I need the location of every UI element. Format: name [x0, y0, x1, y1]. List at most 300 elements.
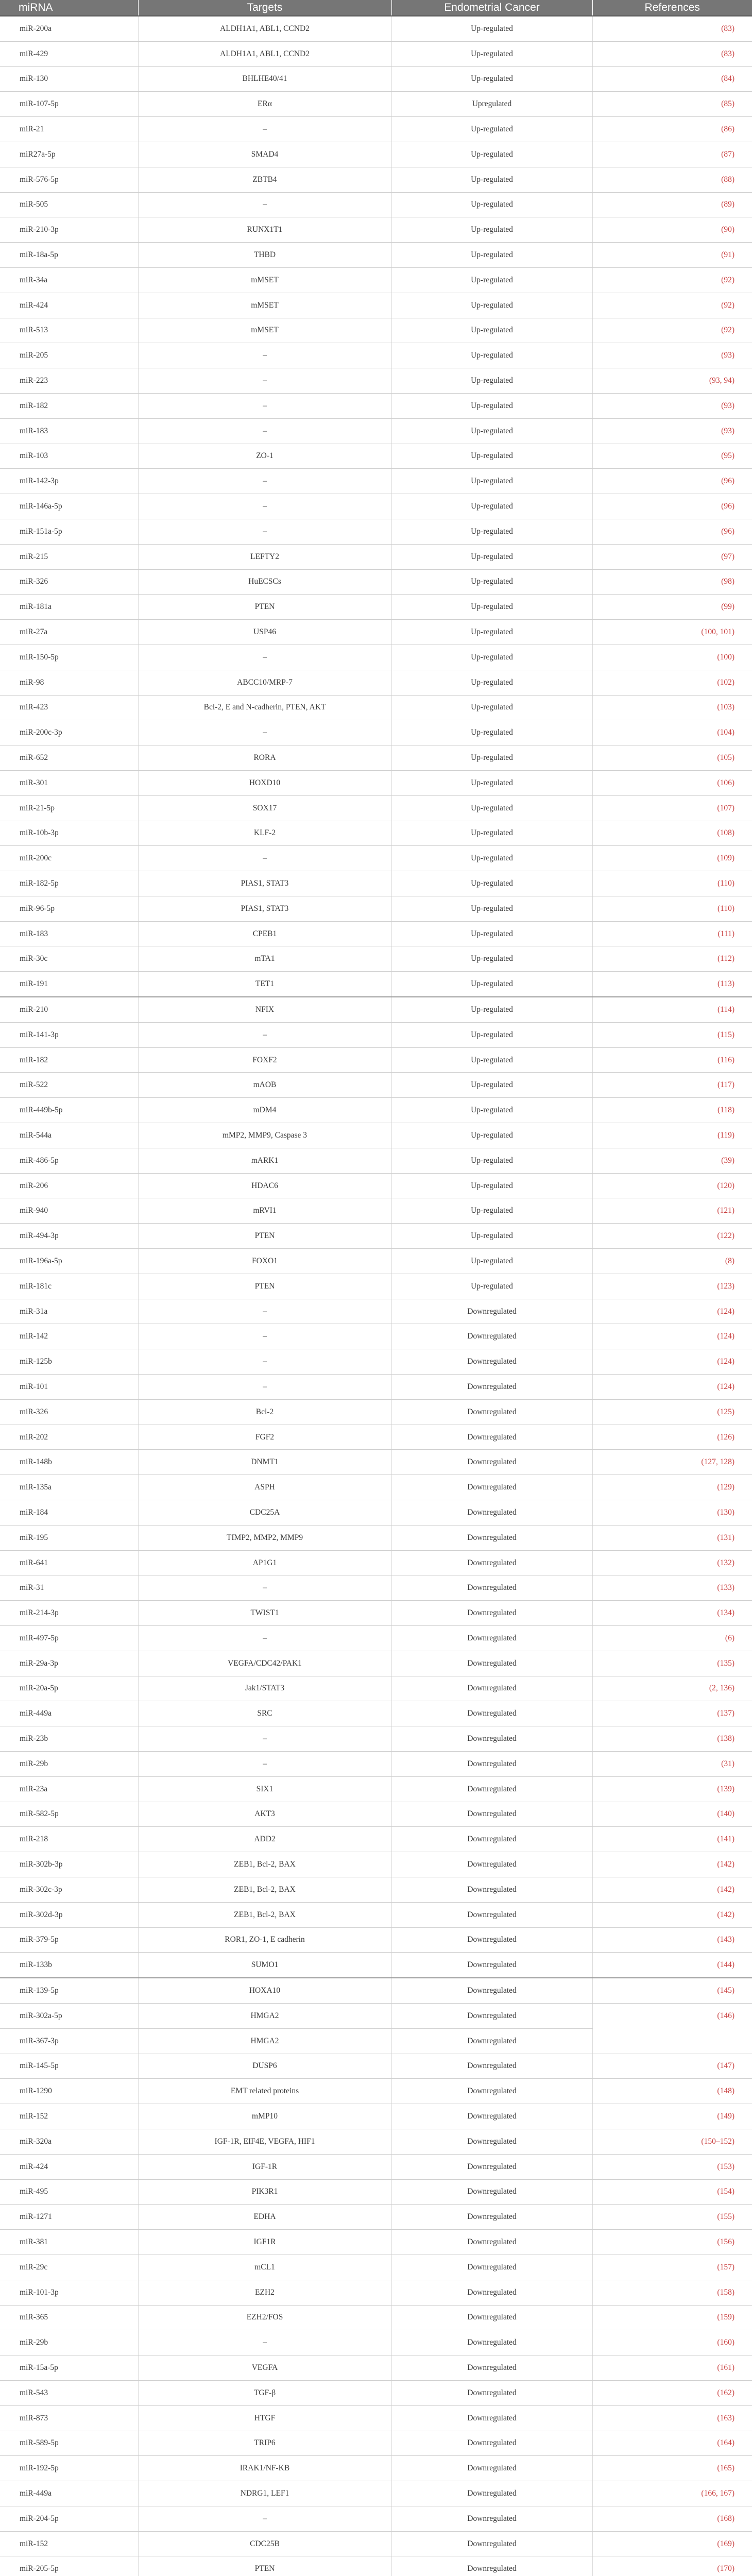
mirna-cell: miR-495 — [0, 2179, 138, 2205]
reference-cell[interactable]: (104) — [592, 720, 752, 745]
cancer-status-cell: Up-regulated — [391, 444, 592, 469]
targets-cell: – — [138, 1575, 391, 1601]
table-row — [0, 1953, 752, 1978]
table-row — [0, 2355, 752, 2381]
targets-cell: – — [138, 494, 391, 519]
table-row — [0, 41, 752, 66]
table-row — [0, 2255, 752, 2280]
mirna-cell: miR-125b — [0, 1349, 138, 1375]
mirna-cell: miR-182-5p — [0, 871, 138, 896]
targets-cell: PIK3R1 — [138, 2179, 391, 2205]
reference-cell[interactable]: (138) — [592, 1726, 752, 1752]
table-row — [0, 2431, 752, 2456]
reference-cell[interactable]: (93) — [592, 393, 752, 418]
cancer-status-cell: Downregulated — [391, 1827, 592, 1852]
mirna-cell: miR-183 — [0, 418, 138, 444]
targets-cell: ZO-1 — [138, 444, 391, 469]
cancer-status-cell: Up-regulated — [391, 167, 592, 192]
reference-cell[interactable]: (145) — [592, 1978, 752, 2003]
reference-cell[interactable]: (156) — [592, 2230, 752, 2255]
reference-cell[interactable]: (116) — [592, 1047, 752, 1073]
targets-cell: IRAK1/NF-KB — [138, 2456, 391, 2481]
reference-cell[interactable]: (103) — [592, 695, 752, 720]
mirna-cell: miR-30c — [0, 946, 138, 972]
reference-cell[interactable]: (124) — [592, 1299, 752, 1324]
cancer-status-cell: Downregulated — [391, 1425, 592, 1450]
cancer-status-cell: Up-regulated — [391, 41, 592, 66]
reference-cell[interactable]: (143) — [592, 1927, 752, 1953]
cancer-status-cell: Up-regulated — [391, 821, 592, 846]
reference-cell[interactable]: (142) — [592, 1902, 752, 1927]
reference-cell[interactable]: (2, 136) — [592, 1676, 752, 1701]
cancer-status-cell: Downregulated — [391, 2305, 592, 2330]
targets-cell: mDM4 — [138, 1098, 391, 1123]
reference-cell[interactable]: (107) — [592, 795, 752, 821]
cancer-status-cell: Downregulated — [391, 1450, 592, 1475]
cancer-status-cell: Downregulated — [391, 2531, 592, 2556]
cancer-status-cell: Up-regulated — [391, 745, 592, 771]
reference-cell[interactable]: (139) — [592, 1776, 752, 1802]
targets-cell: HMGA2 — [138, 2028, 391, 2054]
reference-cell[interactable]: (118) — [592, 1098, 752, 1123]
table-row — [0, 469, 752, 494]
mirna-cell: miR-135a — [0, 1475, 138, 1500]
reference-cell[interactable]: (142) — [592, 1852, 752, 1877]
table-row — [0, 393, 752, 418]
targets-cell: – — [138, 343, 391, 368]
reference-cell[interactable]: (149) — [592, 2104, 752, 2129]
reference-cell[interactable]: (6) — [592, 1626, 752, 1651]
reference-cell[interactable]: (102) — [592, 670, 752, 695]
cancer-status-cell: Up-regulated — [391, 896, 592, 921]
reference-cell[interactable]: (141) — [592, 1827, 752, 1852]
table-row — [0, 1475, 752, 1500]
targets-cell: – — [138, 418, 391, 444]
cancer-status-cell: Downregulated — [391, 2506, 592, 2531]
reference-cell[interactable]: (92) — [592, 293, 752, 318]
reference-cell[interactable]: (168) — [592, 2506, 752, 2531]
targets-cell: AKT3 — [138, 1802, 391, 1827]
table-row — [0, 243, 752, 268]
mirna-cell: miR-31a — [0, 1299, 138, 1324]
table-row — [0, 2531, 752, 2556]
reference-cell[interactable]: (110) — [592, 871, 752, 896]
cancer-status-cell: Up-regulated — [391, 1073, 592, 1098]
table-row — [0, 896, 752, 921]
table-row — [0, 1324, 752, 1349]
reference-cell[interactable]: (39) — [592, 1148, 752, 1173]
table-row — [0, 1249, 752, 1274]
cancer-status-cell: Downregulated — [391, 2255, 592, 2280]
reference-cell[interactable]: (147) — [592, 2054, 752, 2079]
table-row — [0, 1425, 752, 1450]
reference-cell[interactable]: (169) — [592, 2531, 752, 2556]
table-row — [0, 2028, 752, 2054]
reference-cell[interactable]: (98) — [592, 569, 752, 595]
reference-cell[interactable]: (91) — [592, 243, 752, 268]
mirna-cell: miR-103 — [0, 444, 138, 469]
reference-cell[interactable]: (96) — [592, 494, 752, 519]
cancer-status-cell: Up-regulated — [391, 1022, 592, 1047]
reference-cell[interactable]: (96) — [592, 519, 752, 544]
reference-cell[interactable]: (110) — [592, 896, 752, 921]
table-row — [0, 92, 752, 117]
mirna-cell: miR-210-3p — [0, 217, 138, 243]
table-row — [0, 645, 752, 670]
targets-cell: ASPH — [138, 1475, 391, 1500]
reference-cell[interactable]: (133) — [592, 1575, 752, 1601]
reference-cell[interactable]: (100, 101) — [592, 620, 752, 645]
reference-cell[interactable]: (148) — [592, 2079, 752, 2104]
reference-cell[interactable]: (154) — [592, 2179, 752, 2205]
table-row — [0, 16, 752, 41]
reference-cell[interactable]: (87) — [592, 142, 752, 167]
table-row — [0, 1601, 752, 1626]
cancer-status-cell: Up-regulated — [391, 469, 592, 494]
targets-cell: ROR1, ZO-1, E cadherin — [138, 1927, 391, 1953]
cancer-status-cell: Up-regulated — [391, 293, 592, 318]
mirna-cell: miR-582-5p — [0, 1802, 138, 1827]
mirna-cell: miR-449a — [0, 2481, 138, 2506]
cancer-status-cell: Downregulated — [391, 2456, 592, 2481]
cancer-status-cell: Downregulated — [391, 2129, 592, 2154]
table-row — [0, 192, 752, 217]
mirna-cell: miR-23a — [0, 1776, 138, 1802]
cancer-status-cell: Up-regulated — [391, 972, 592, 997]
mirna-cell: miR-182 — [0, 1047, 138, 1073]
reference-cell[interactable]: (83) — [592, 16, 752, 41]
reference-cell[interactable]: (113) — [592, 972, 752, 997]
reference-cell[interactable]: (90) — [592, 217, 752, 243]
mirna-cell: miR-200c-3p — [0, 720, 138, 745]
cancer-status-cell: Up-regulated — [391, 720, 592, 745]
cancer-status-cell: Up-regulated — [391, 544, 592, 569]
mirna-cell: miR-301 — [0, 770, 138, 795]
reference-cell[interactable]: (161) — [592, 2355, 752, 2381]
targets-cell: TRIP6 — [138, 2431, 391, 2456]
table-row — [0, 871, 752, 896]
cancer-status-cell: Up-regulated — [391, 595, 592, 620]
targets-cell: FGF2 — [138, 1425, 391, 1450]
table-row — [0, 1827, 752, 1852]
mirna-cell: miR-424 — [0, 293, 138, 318]
table-row — [0, 1500, 752, 1526]
reference-cell[interactable]: (114) — [592, 997, 752, 1022]
table-row — [0, 1978, 752, 2003]
reference-cell[interactable]: (93, 94) — [592, 368, 752, 394]
reference-cell[interactable]: (120) — [592, 1173, 752, 1198]
cancer-status-cell: Downregulated — [391, 1299, 592, 1324]
cancer-status-cell: Up-regulated — [391, 645, 592, 670]
cancer-status-cell: Up-regulated — [391, 66, 592, 92]
mirna-cell: miR-223 — [0, 368, 138, 394]
targets-cell: – — [138, 519, 391, 544]
table-row — [0, 997, 752, 1022]
reference-cell[interactable]: (115) — [592, 1022, 752, 1047]
cancer-status-cell: Up-regulated — [391, 192, 592, 217]
targets-cell: CPEB1 — [138, 921, 391, 946]
mirna-cell: miR-29c — [0, 2255, 138, 2280]
mirna-cell: miR-15a-5p — [0, 2355, 138, 2381]
mirna-cell: miR-522 — [0, 1073, 138, 1098]
reference-cell[interactable]: (97) — [592, 544, 752, 569]
cancer-status-cell: Downregulated — [391, 2230, 592, 2255]
reference-cell[interactable]: (92) — [592, 267, 752, 293]
targets-cell: – — [138, 1726, 391, 1752]
mirna-cell: miR-497-5p — [0, 1626, 138, 1651]
mirna-cell: miR-544a — [0, 1123, 138, 1148]
reference-cell[interactable]: (126) — [592, 1425, 752, 1450]
targets-cell: DNMT1 — [138, 1450, 391, 1475]
reference-cell[interactable]: (146) — [717, 2011, 734, 2021]
reference-cell[interactable]: (123) — [592, 1274, 752, 1299]
reference-cell[interactable]: (124) — [592, 1349, 752, 1375]
reference-cell[interactable]: (164) — [592, 2431, 752, 2456]
targets-cell: mMSET — [138, 318, 391, 343]
reference-cell[interactable]: (165) — [592, 2456, 752, 2481]
reference-cell[interactable]: (157) — [592, 2255, 752, 2280]
cancer-status-cell: Downregulated — [391, 1626, 592, 1651]
table-row — [0, 1776, 752, 1802]
reference-cell[interactable]: (150–152) — [592, 2129, 752, 2154]
reference-cell[interactable]: (124) — [592, 1375, 752, 1400]
targets-cell: mAOB — [138, 1073, 391, 1098]
table-row — [0, 595, 752, 620]
targets-cell: – — [138, 645, 391, 670]
targets-cell: Jak1/STAT3 — [138, 1676, 391, 1701]
table-row — [0, 670, 752, 695]
table-row — [0, 1651, 752, 1676]
table-row — [0, 1877, 752, 1902]
cancer-status-cell: Up-regulated — [391, 1098, 592, 1123]
mirna-cell: miR-183 — [0, 921, 138, 946]
targets-cell: PTEN — [138, 2556, 391, 2576]
reference-cell[interactable]: (88) — [592, 167, 752, 192]
cancer-status-cell: Downregulated — [391, 2556, 592, 2576]
reference-cell[interactable]: (163) — [592, 2405, 752, 2431]
table-row — [0, 2079, 752, 2104]
targets-cell: PTEN — [138, 595, 391, 620]
reference-cell[interactable]: (129) — [592, 1475, 752, 1500]
reference-cell[interactable]: (85) — [592, 92, 752, 117]
reference-cell[interactable]: (108) — [592, 821, 752, 846]
targets-cell: – — [138, 846, 391, 871]
reference-cell[interactable]: (89) — [592, 192, 752, 217]
reference-cell[interactable]: (144) — [592, 1953, 752, 1978]
targets-cell: – — [138, 1022, 391, 1047]
reference-cell[interactable]: (142) — [592, 1877, 752, 1902]
cancer-status-cell: Up-regulated — [391, 770, 592, 795]
reference-cell[interactable]: (84) — [592, 66, 752, 92]
targets-cell: – — [138, 2330, 391, 2355]
reference-cell[interactable]: (93) — [592, 418, 752, 444]
cancer-status-cell: Downregulated — [391, 2154, 592, 2179]
mirna-cell: miR-182 — [0, 393, 138, 418]
targets-cell: – — [138, 368, 391, 394]
table-row — [0, 2330, 752, 2355]
mirna-cell: miR-326 — [0, 1399, 138, 1425]
mirna-cell: miR-302b-3p — [0, 1852, 138, 1877]
reference-cell[interactable]: (159) — [592, 2305, 752, 2330]
table-row — [0, 2154, 752, 2179]
mirna-cell: miR-29b — [0, 2330, 138, 2355]
reference-cell[interactable]: (31) — [592, 1751, 752, 1776]
targets-cell: ZEB1, Bcl-2, BAX — [138, 1902, 391, 1927]
targets-cell: – — [138, 393, 391, 418]
targets-cell: HuECSCs — [138, 569, 391, 595]
reference-cell[interactable]: (109) — [592, 846, 752, 871]
mirna-cell: miR-18a-5p — [0, 243, 138, 268]
cancer-status-cell: Up-regulated — [391, 1148, 592, 1173]
reference-cell[interactable]: (112) — [592, 946, 752, 972]
mirna-cell: miR-486-5p — [0, 1148, 138, 1173]
reference-cell[interactable]: (111) — [592, 921, 752, 946]
table-row — [0, 1902, 752, 1927]
targets-cell: CDC25B — [138, 2531, 391, 2556]
targets-cell: – — [138, 1299, 391, 1324]
mirna-cell: miR-320a — [0, 2129, 138, 2154]
table-row — [0, 2506, 752, 2531]
reference-cell[interactable]: (137) — [592, 1701, 752, 1726]
mirna-cell: miR-210 — [0, 997, 138, 1022]
targets-cell: mRVI1 — [138, 1198, 391, 1224]
targets-cell: EZH2/FOS — [138, 2305, 391, 2330]
table-row — [0, 519, 752, 544]
cancer-status-cell: Upregulated — [391, 92, 592, 117]
targets-cell: – — [138, 720, 391, 745]
mirna-cell: miR-505 — [0, 192, 138, 217]
table-row — [0, 544, 752, 569]
table-row — [0, 494, 752, 519]
reference-cell[interactable]: (95) — [592, 444, 752, 469]
cancer-status-cell: Downregulated — [391, 1349, 592, 1375]
reference-cell[interactable]: (122) — [592, 1224, 752, 1249]
header-targets: Targets — [138, 0, 391, 16]
reference-cell[interactable]: (100) — [592, 645, 752, 670]
mirna-cell: miR-96-5p — [0, 896, 138, 921]
targets-cell: mTA1 — [138, 946, 391, 972]
mirna-cell: miR-181a — [0, 595, 138, 620]
reference-cell[interactable]: (153) — [592, 2154, 752, 2179]
cancer-status-cell: Downregulated — [391, 1399, 592, 1425]
reference-cell[interactable]: (8) — [592, 1249, 752, 1274]
table-row — [0, 1676, 752, 1701]
table-row — [0, 1073, 752, 1098]
reference-cell[interactable]: (92) — [592, 318, 752, 343]
targets-cell: PTEN — [138, 1224, 391, 1249]
reference-cell[interactable]: (130) — [592, 1500, 752, 1526]
reference-cell[interactable]: (105) — [592, 745, 752, 771]
reference-cell[interactable]: (119) — [592, 1123, 752, 1148]
reference-cell[interactable]: (166, 167) — [592, 2481, 752, 2506]
cancer-status-cell: Up-regulated — [391, 368, 592, 394]
table-row — [0, 167, 752, 192]
reference-cell[interactable]: (93) — [592, 343, 752, 368]
reference-cell[interactable]: (127, 128) — [592, 1450, 752, 1475]
table-row — [0, 1726, 752, 1752]
targets-cell: mMP2, MMP9, Caspase 3 — [138, 1123, 391, 1148]
mirna-cell: miR27a-5p — [0, 142, 138, 167]
table-row — [0, 1098, 752, 1123]
reference-cell[interactable]: (132) — [592, 1550, 752, 1575]
reference-cell[interactable]: (125) — [592, 1399, 752, 1425]
mirna-cell: miR-200c — [0, 846, 138, 871]
cancer-status-cell: Downregulated — [391, 2205, 592, 2230]
cancer-status-cell: Up-regulated — [391, 117, 592, 142]
table-row — [0, 1450, 752, 1475]
reference-cell[interactable]: (134) — [592, 1601, 752, 1626]
table-row — [0, 2380, 752, 2405]
targets-cell: EZH2 — [138, 2280, 391, 2305]
cancer-status-cell: Downregulated — [391, 2330, 592, 2355]
cancer-status-cell: Downregulated — [391, 2380, 592, 2405]
targets-cell: HOXD10 — [138, 770, 391, 795]
table-row — [0, 569, 752, 595]
cancer-status-cell: Downregulated — [391, 1500, 592, 1526]
targets-cell: IGF1R — [138, 2230, 391, 2255]
mirna-cell: miR-543 — [0, 2380, 138, 2405]
targets-cell: – — [138, 1626, 391, 1651]
reference-cell[interactable]: (83) — [592, 41, 752, 66]
reference-cell[interactable]: (160) — [592, 2330, 752, 2355]
mirna-cell: miR-20a-5p — [0, 1676, 138, 1701]
reference-cell[interactable]: (124) — [592, 1324, 752, 1349]
cancer-status-cell: Downregulated — [391, 1776, 592, 1802]
table-row — [0, 1022, 752, 1047]
table-row — [0, 1375, 752, 1400]
mirna-cell: miR-23b — [0, 1726, 138, 1752]
reference-cell[interactable]: (162) — [592, 2380, 752, 2405]
table-row — [0, 267, 752, 293]
reference-cell[interactable]: (117) — [592, 1073, 752, 1098]
mirna-cell: miR-423 — [0, 695, 138, 720]
cancer-status-cell: Downregulated — [391, 1575, 592, 1601]
table-row — [0, 2054, 752, 2079]
reference-cell[interactable]: (158) — [592, 2280, 752, 2305]
mirna-cell: miR-204-5p — [0, 2506, 138, 2531]
reference-cell[interactable] — [592, 2028, 752, 2054]
targets-cell: mMSET — [138, 267, 391, 293]
reference-cell[interactable]: (106) — [592, 770, 752, 795]
reference-cell[interactable]: (140) — [592, 1802, 752, 1827]
mirna-cell: miR-652 — [0, 745, 138, 771]
mirna-cell: miR-146a-5p — [0, 494, 138, 519]
reference-cell[interactable]: (131) — [592, 1525, 752, 1550]
mirna-cell: miR-449b-5p — [0, 1098, 138, 1123]
reference-cell[interactable]: (86) — [592, 117, 752, 142]
reference-cell[interactable]: (155) — [592, 2205, 752, 2230]
mirna-cell: miR-429 — [0, 41, 138, 66]
targets-cell: – — [138, 1324, 391, 1349]
mirna-cell: miR-494-3p — [0, 1224, 138, 1249]
reference-cell[interactable]: (170) — [592, 2556, 752, 2576]
targets-cell: IGF-1R — [138, 2154, 391, 2179]
cancer-status-cell: Downregulated — [391, 1877, 592, 1902]
reference-cell[interactable]: (96) — [592, 469, 752, 494]
cancer-status-cell: Up-regulated — [391, 343, 592, 368]
reference-cell[interactable]: (135) — [592, 1651, 752, 1676]
mirna-cell: miR-21 — [0, 117, 138, 142]
targets-cell: ALDH1A1, ABL1, CCND2 — [138, 16, 391, 41]
targets-cell: mCL1 — [138, 2255, 391, 2280]
reference-cell[interactable]: (99) — [592, 595, 752, 620]
cancer-status-cell: Downregulated — [391, 1525, 592, 1550]
mirna-cell: miR-101-3p — [0, 2280, 138, 2305]
mirna-cell: miR-29a-3p — [0, 1651, 138, 1676]
mirna-cell: miR-31 — [0, 1575, 138, 1601]
cancer-status-cell: Up-regulated — [391, 217, 592, 243]
reference-cell[interactable]: (121) — [592, 1198, 752, 1224]
